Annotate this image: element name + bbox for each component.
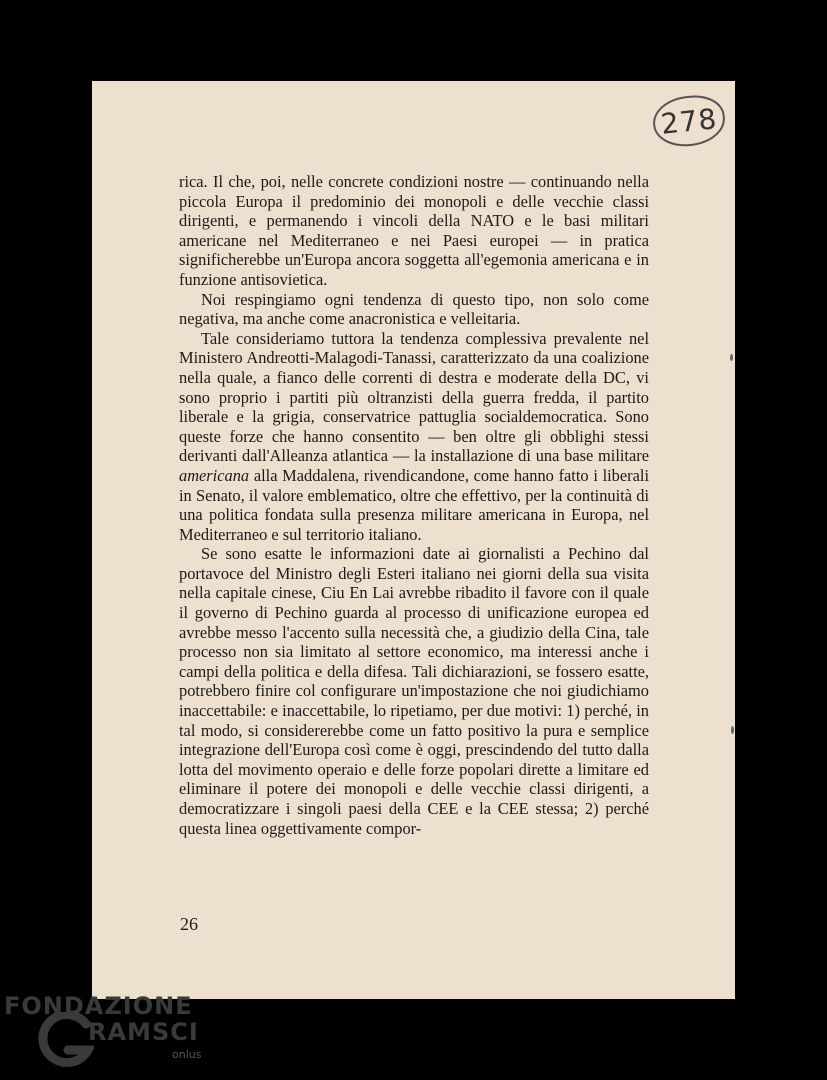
body-text	[179, 172, 649, 838]
paragraph	[179, 544, 649, 838]
paragraph-text: Se sono esatte le informazioni date ai giornalisti a Pechino dal portavoce del Ministro degli Esteri italiano nei giorni della sua visita nella capitale cinese, Ciu En Lai avrebbe ribadito il favore con il quale il governo di Pechino guarda al processo di unificazione europea ed avrebbe messo l'accento sulla necessità che, a giudizio della Cina, tale processo non sia limitato al settore economico, ma interessi anche i campi della politica e della difesa. Tali dichiarazioni, se fossero esatte, potrebbero finire col configurare un'impostazione che noi giudichiamo inaccettabile: e inaccettabile, lo ripetiamo, per due motivi: 1) perché, in tal modo, si considererebbe come un fatto positivo la pura e semplice integrazione dell'Europa così come è oggi, prescindendo del tutto dalla lotta del movimento operaio e delle forze popolari dirette a limitare ed eliminare il potere dei monopoli e delle vecchie classi dirigenti, a democratizzare i singoli paesi della CEE e la CEE stessa; 2) perché questa linea oggettivamente compor-	[179, 544, 649, 838]
paragraph-text: Noi respingiamo ogni tendenza di questo tipo, non solo come negativa, ma anche come anacronistica e velleitaria.	[179, 289, 649, 329]
watermark-line2: RAMSCI	[88, 1018, 199, 1046]
scan-speck	[731, 726, 734, 734]
paragraph	[179, 290, 649, 329]
paragraph-text: alla Maddalena, rivendicandone, come hanno fatto i liberali in Senato, il valore emblematico, oltre che effettivo, per la continuità di una politica fondata sulla presenza militare americana in Europa, nel Mediterraneo e sul territorio italiano.	[179, 465, 649, 544]
paragraph-text: rica. Il che, poi, nelle concrete condizioni nostre — continuando nella piccola Europa il predominio dei monopoli e delle vecchie classi dirigenti, e permanendo i vincoli della NATO e le basi militari americane nel Mediterraneo e nei Paesi europei — in pratica significherebbe un'Europa ancora soggetta all'egemonia americana e in funzione antisovietica.	[179, 172, 649, 289]
paragraph	[179, 329, 649, 545]
watermark-line3: onlus	[172, 1048, 202, 1061]
page-number: 26	[180, 914, 198, 934]
scan-speck	[730, 354, 733, 361]
watermark-line1: FONDAZIONE	[4, 992, 193, 1020]
archive-page-stamp: 278	[651, 92, 728, 149]
paragraph-text: Tale consideriamo tuttora la tendenza complessiva prevalente nel Ministero Andreotti-Malagodi-Tanassi, caratterizzato da una coalizione nella quale, a fianco delle correnti di destra e moderate della DC, vi sono proprio i partiti più oltranzisti della guerra fredda, il partito liberale e la grigia, conservatrice pattuglia socialdemocratica. Sono queste forze che hanno consentito — ben oltre gli obblighi stessi derivanti dall'Alleanza atlantica — la installazione di una base militare	[179, 328, 649, 466]
emphasized-text: americana	[179, 465, 250, 485]
fondazione-gramsci-watermark	[4, 988, 204, 1078]
g-logo-icon	[34, 1012, 94, 1070]
paragraph	[179, 172, 649, 290]
